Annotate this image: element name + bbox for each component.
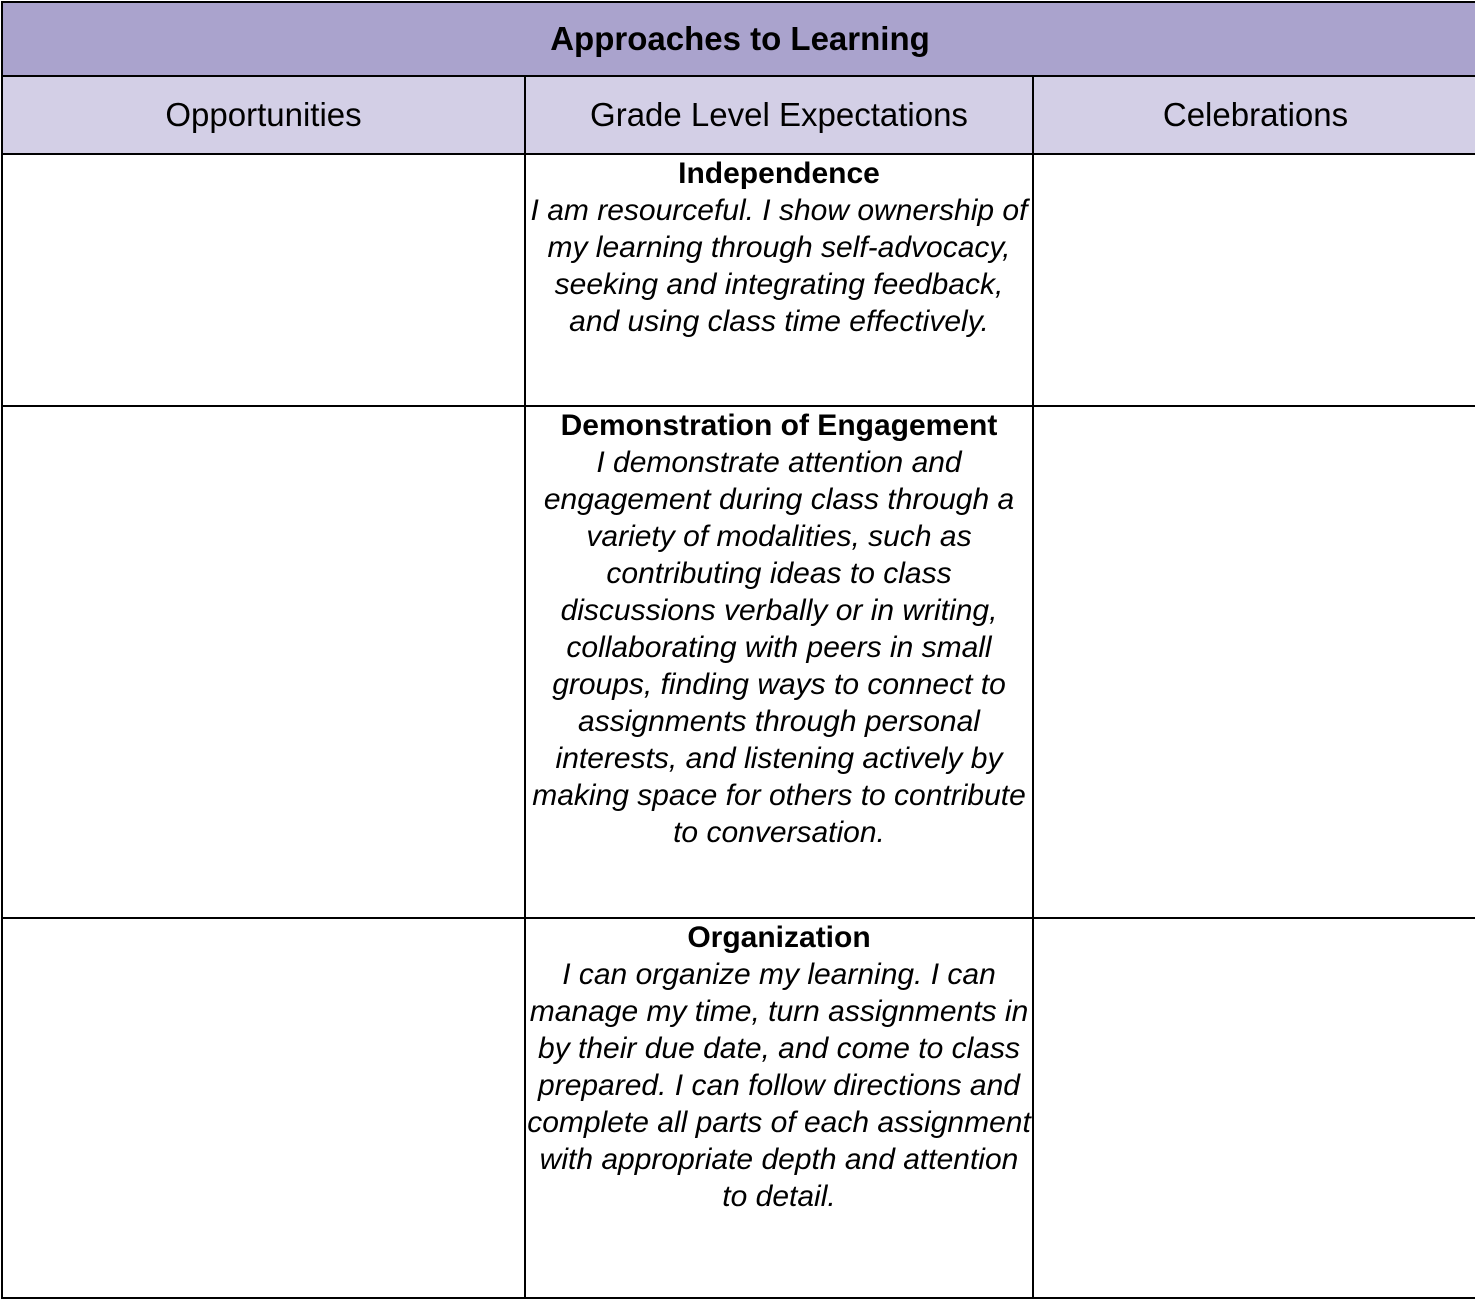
celebrations-cell[interactable] xyxy=(1033,154,1475,406)
column-header-celebrations: Celebrations xyxy=(1033,76,1475,154)
column-header-expectations: Grade Level Expectations xyxy=(525,76,1033,154)
approaches-to-learning-table xyxy=(1,1,1475,1299)
header-row xyxy=(2,76,1475,154)
expectation-cell xyxy=(525,154,1033,406)
table-title: Approaches to Learning xyxy=(2,2,1475,76)
opportunities-cell[interactable] xyxy=(2,406,525,918)
column-header-opportunities: Opportunities xyxy=(2,76,525,154)
expectation-cell xyxy=(525,918,1033,1298)
expectation-name: Independence xyxy=(678,157,880,190)
expectation-description: I am resourceful. I show ownership of my learning through self-advocacy, seeking and integrating feedback, and using class time effectively. xyxy=(530,194,1028,338)
celebrations-cell[interactable] xyxy=(1033,918,1475,1298)
expectation-cell xyxy=(525,406,1033,918)
expectation-name: Demonstration of Engagement xyxy=(560,409,998,442)
celebrations-cell[interactable] xyxy=(1033,406,1475,918)
table-row xyxy=(2,918,1475,1298)
table-row xyxy=(2,406,1475,918)
opportunities-cell[interactable] xyxy=(2,154,525,406)
table-row xyxy=(2,154,1475,406)
expectation-description: I can organize my learning. I can manage my time, turn assignments in by their due date, and come to class prepared. I can follow directions and complete all parts of each assignment with appropriate depth and attention to detail. xyxy=(527,958,1031,1213)
expectation-description: I demonstrate attention and engagement during class through a variety of modalities, such as contributing ideas to class discussions verbally or in writing, collaborating with peers in small groups, finding ways to connect to assignments through personal interests, and listening actively by making space for others to contribute to conversation. xyxy=(532,446,1026,849)
expectation-name: Organization xyxy=(687,921,871,954)
opportunities-cell[interactable] xyxy=(2,918,525,1298)
title-row xyxy=(2,2,1475,76)
